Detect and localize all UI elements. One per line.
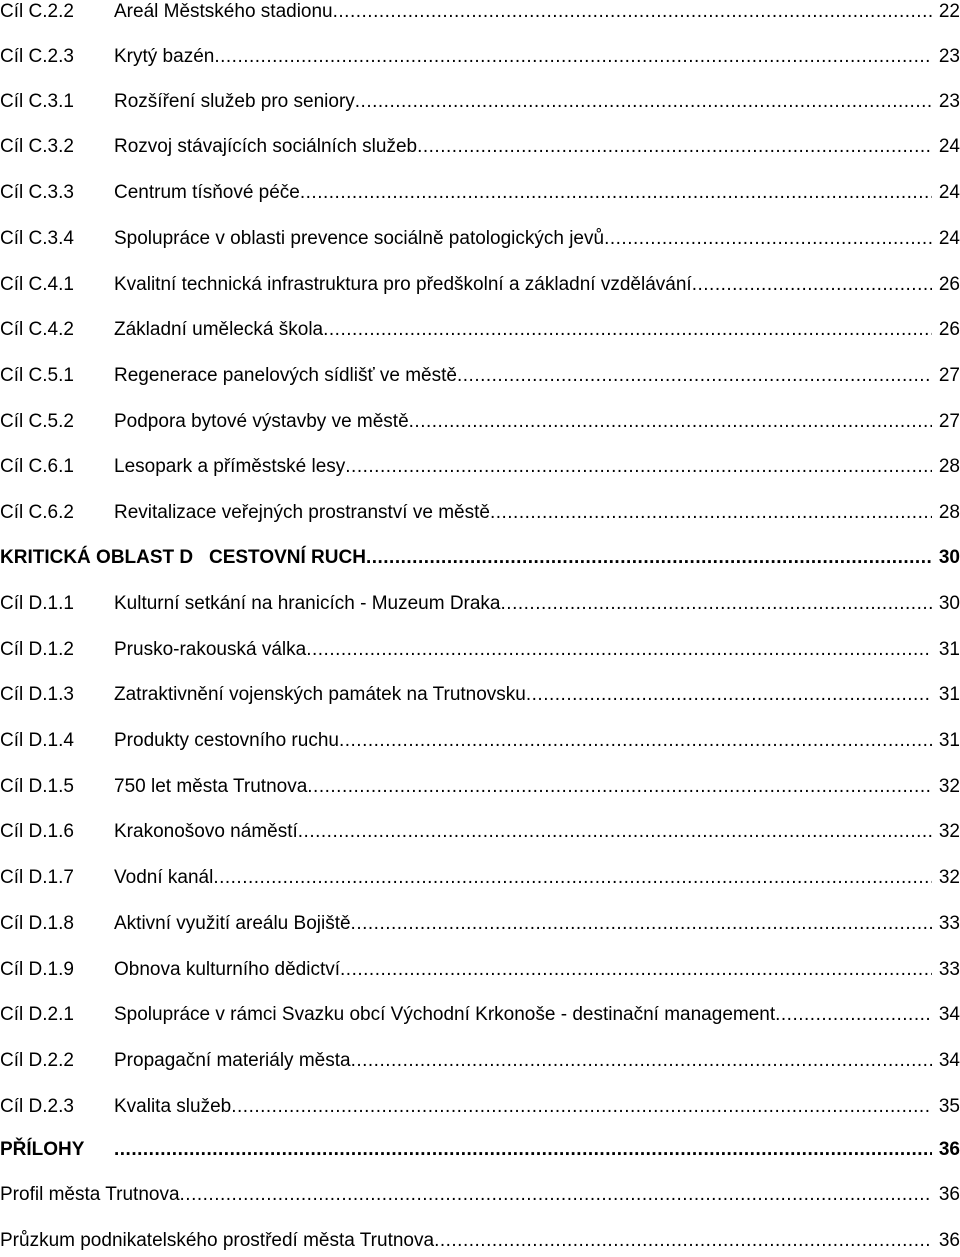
toc-entry-d-1-5[interactable] <box>0 772 960 802</box>
toc-entry-d-1-9[interactable] <box>0 955 960 985</box>
toc-entry-title: Vodní kanál <box>114 867 214 888</box>
toc-entry-code: Cíl C.5.1 <box>0 365 74 386</box>
toc-entry-page: 33 <box>938 959 960 980</box>
toc-entry-page: 24 <box>938 136 960 157</box>
toc-entry-code: Cíl C.5.2 <box>0 411 74 432</box>
toc-entry-d-2-2[interactable] <box>0 1046 960 1076</box>
toc-entry-page: 31 <box>938 730 960 751</box>
toc-entry-code: Cíl C.2.2 <box>0 1 74 22</box>
toc-entry-c-6-2[interactable] <box>0 498 960 528</box>
toc-entry-page: 36 <box>938 1230 960 1251</box>
toc-entry-title: Podpora bytové výstavby ve městě <box>114 411 409 432</box>
toc-leader-dots <box>306 635 932 665</box>
toc-entry-title: Průzkum podnikatelského prostředí města Trutnova <box>0 1230 435 1251</box>
toc-entry-code: Cíl D.1.2 <box>0 639 74 660</box>
toc-entry-c-3-2[interactable] <box>0 132 960 162</box>
toc-entry-c-5-2[interactable] <box>0 407 960 437</box>
toc-entry-c-3-1[interactable] <box>0 87 960 117</box>
toc-entry-code: Cíl C.3.4 <box>0 228 74 249</box>
toc-leader-dots <box>345 452 932 482</box>
toc-leader-dots <box>490 498 932 528</box>
toc-entry-title: Obnova kulturního dědictví <box>114 959 341 980</box>
toc-entry-page: 28 <box>938 456 960 477</box>
toc-leader-dots <box>307 772 932 802</box>
toc-leader-dots <box>457 361 932 391</box>
toc-section-d[interactable] <box>0 543 960 573</box>
toc-entry-survey[interactable] <box>0 1226 960 1256</box>
toc-entry-page: 34 <box>938 1004 960 1025</box>
toc-leader-dots <box>214 42 932 72</box>
toc-entry-code: Cíl D.1.6 <box>0 821 74 842</box>
toc-leader-dots <box>434 1226 932 1256</box>
toc-leader-dots <box>692 270 932 300</box>
toc-entry-title: Centrum tísňové péče <box>114 182 300 203</box>
toc-entry-page: 24 <box>938 182 960 203</box>
toc-entry-d-1-1[interactable] <box>0 589 960 619</box>
toc-leader-dots <box>775 1000 932 1030</box>
toc-entry-d-1-3[interactable] <box>0 680 960 710</box>
toc-entry-title: Areál Městského stadionu <box>114 1 333 22</box>
toc-leader-dots <box>604 224 932 254</box>
toc-entry-code: Cíl C.6.1 <box>0 456 74 477</box>
toc-leader-dots <box>114 1135 932 1165</box>
toc-leader-dots <box>351 1046 932 1076</box>
toc-entry-d-2-3[interactable] <box>0 1092 960 1122</box>
toc-entry-title: Rozvoj stávajících sociálních služeb <box>114 136 418 157</box>
toc-entry-title: Rozšíření služeb pro seniory <box>114 91 355 112</box>
toc-entry-code: Cíl C.4.1 <box>0 274 74 295</box>
toc-leader-dots <box>323 315 932 345</box>
toc-leader-dots <box>340 955 932 985</box>
toc-entry-title: Produkty cestovního ruchu <box>114 730 339 751</box>
toc-entry-page: 30 <box>938 593 960 614</box>
toc-leader-dots <box>213 863 932 893</box>
toc-leader-dots <box>501 589 932 619</box>
toc-entry-code: Cíl C.6.2 <box>0 502 74 523</box>
toc-entry-page: 22 <box>938 1 960 22</box>
toc-leader-dots <box>300 178 932 208</box>
toc-entry-title: Kulturní setkání na hranicích - Muzeum Draka <box>114 593 501 614</box>
toc-entry-code: Cíl C.3.3 <box>0 182 74 203</box>
toc-entry-page: 30 <box>938 547 960 568</box>
toc-entry-title: Základní umělecká škola <box>114 319 324 340</box>
toc-leader-dots <box>351 909 932 939</box>
toc-entry-title: Profil města Trutnova <box>0 1184 180 1205</box>
toc-leader-dots <box>333 0 932 27</box>
toc-entry-title: Aktivní využití areálu Bojiště <box>114 913 351 934</box>
toc-section-title: KRITICKÁ OBLAST D CESTOVNÍ RUCH <box>0 547 366 568</box>
toc-entry-code: Cíl D.2.2 <box>0 1050 74 1071</box>
toc-entry-page: 35 <box>938 1096 960 1117</box>
toc-entry-title: 750 let města Trutnova <box>114 776 308 797</box>
toc-entry-page: 27 <box>938 365 960 386</box>
toc-entry-title: Kvalitní technická infrastruktura pro předškolní a základní vzdělávání <box>114 274 692 295</box>
toc-entry-page: 31 <box>938 684 960 705</box>
toc-entry-page: 23 <box>938 91 960 112</box>
toc-leader-dots <box>231 1092 932 1122</box>
toc-leader-dots <box>417 132 932 162</box>
toc-entry-page: 34 <box>938 1050 960 1071</box>
toc-entry-profile[interactable] <box>0 1180 960 1210</box>
toc-entry-code: Cíl D.2.1 <box>0 1004 74 1025</box>
toc-entry-code: Cíl D.1.1 <box>0 593 74 614</box>
toc-entry-title: Lesopark a příměstské lesy <box>114 456 346 477</box>
toc-leader-dots <box>409 407 932 437</box>
toc-entry-title: Zatraktivnění vojenských památek na Trutnovsku <box>114 684 526 705</box>
toc-entry-page: 32 <box>938 867 960 888</box>
toc-section-title: PŘÍLOHY <box>0 1139 85 1160</box>
toc-entry-d-1-4[interactable] <box>0 726 960 756</box>
toc-entry-code: Cíl D.1.9 <box>0 959 74 980</box>
toc-entry-d-1-6[interactable] <box>0 817 960 847</box>
toc-entry-code: Cíl D.1.7 <box>0 867 74 888</box>
toc-leader-dots <box>180 1180 932 1210</box>
toc-entry-page: 36 <box>938 1184 960 1205</box>
toc-entry-c-6-1[interactable] <box>0 452 960 482</box>
toc-entry-title: Spolupráce v rámci Svazku obcí Východní Krkonoše - destinační management <box>114 1004 776 1025</box>
toc-entry-code: Cíl D.1.8 <box>0 913 74 934</box>
toc-entry-code: Cíl D.1.3 <box>0 684 74 705</box>
toc-entry-title: Krakonošovo náměstí <box>114 821 298 842</box>
toc-entry-title: Regenerace panelových sídlišť ve městě <box>114 365 457 386</box>
toc-entry-d-2-1[interactable] <box>0 1000 960 1030</box>
toc-entry-page: 32 <box>938 776 960 797</box>
toc-entry-page: 31 <box>938 639 960 660</box>
toc-entry-code: Cíl C.3.2 <box>0 136 74 157</box>
toc-leader-dots <box>526 680 932 710</box>
toc-entry-c-2-3[interactable] <box>0 42 960 72</box>
toc-entry-c-4-1[interactable] <box>0 270 960 300</box>
toc-leader-dots <box>366 543 932 573</box>
toc-entry-page: 23 <box>938 46 960 67</box>
toc-entry-title: Krytý bazén <box>114 46 215 67</box>
toc-entry-page: 36 <box>938 1139 960 1160</box>
toc-entry-d-1-2[interactable] <box>0 635 960 665</box>
toc-entry-d-1-7[interactable] <box>0 863 960 893</box>
toc-entry-page: 24 <box>938 228 960 249</box>
toc-entry-title: Prusko-rakouská válka <box>114 639 307 660</box>
toc-entry-d-1-8[interactable] <box>0 909 960 939</box>
toc-entry-page: 32 <box>938 821 960 842</box>
toc-entry-page: 26 <box>938 274 960 295</box>
toc-entry-page: 27 <box>938 411 960 432</box>
toc-entry-c-2-2[interactable] <box>0 0 960 27</box>
toc-leader-dots <box>339 726 932 756</box>
toc-entry-c-3-4[interactable] <box>0 224 960 254</box>
toc-entry-c-5-1[interactable] <box>0 361 960 391</box>
toc-entry-code: Cíl C.3.1 <box>0 91 74 112</box>
toc-leader-dots <box>298 817 932 847</box>
toc-entry-page: 28 <box>938 502 960 523</box>
toc-entry-code: Cíl C.4.2 <box>0 319 74 340</box>
toc-section-appendices[interactable] <box>0 1135 960 1165</box>
toc-entry-code: Cíl D.1.4 <box>0 730 74 751</box>
toc-entry-title: Revitalizace veřejných prostranství ve městě <box>114 502 490 523</box>
toc-leader-dots <box>355 87 932 117</box>
toc-entry-title: Spolupráce v oblasti prevence sociálně patologických jevů <box>114 228 605 249</box>
toc-entry-page: 33 <box>938 913 960 934</box>
toc-entry-c-3-3[interactable] <box>0 178 960 208</box>
toc-entry-code: Cíl C.2.3 <box>0 46 74 67</box>
toc-entry-title: Kvalita služeb <box>114 1096 232 1117</box>
toc-entry-code: Cíl D.2.3 <box>0 1096 74 1117</box>
toc-entry-code: Cíl D.1.5 <box>0 776 74 797</box>
toc-entry-c-4-2[interactable] <box>0 315 960 345</box>
toc-entry-page: 26 <box>938 319 960 340</box>
toc-entry-title: Propagační materiály města <box>114 1050 351 1071</box>
